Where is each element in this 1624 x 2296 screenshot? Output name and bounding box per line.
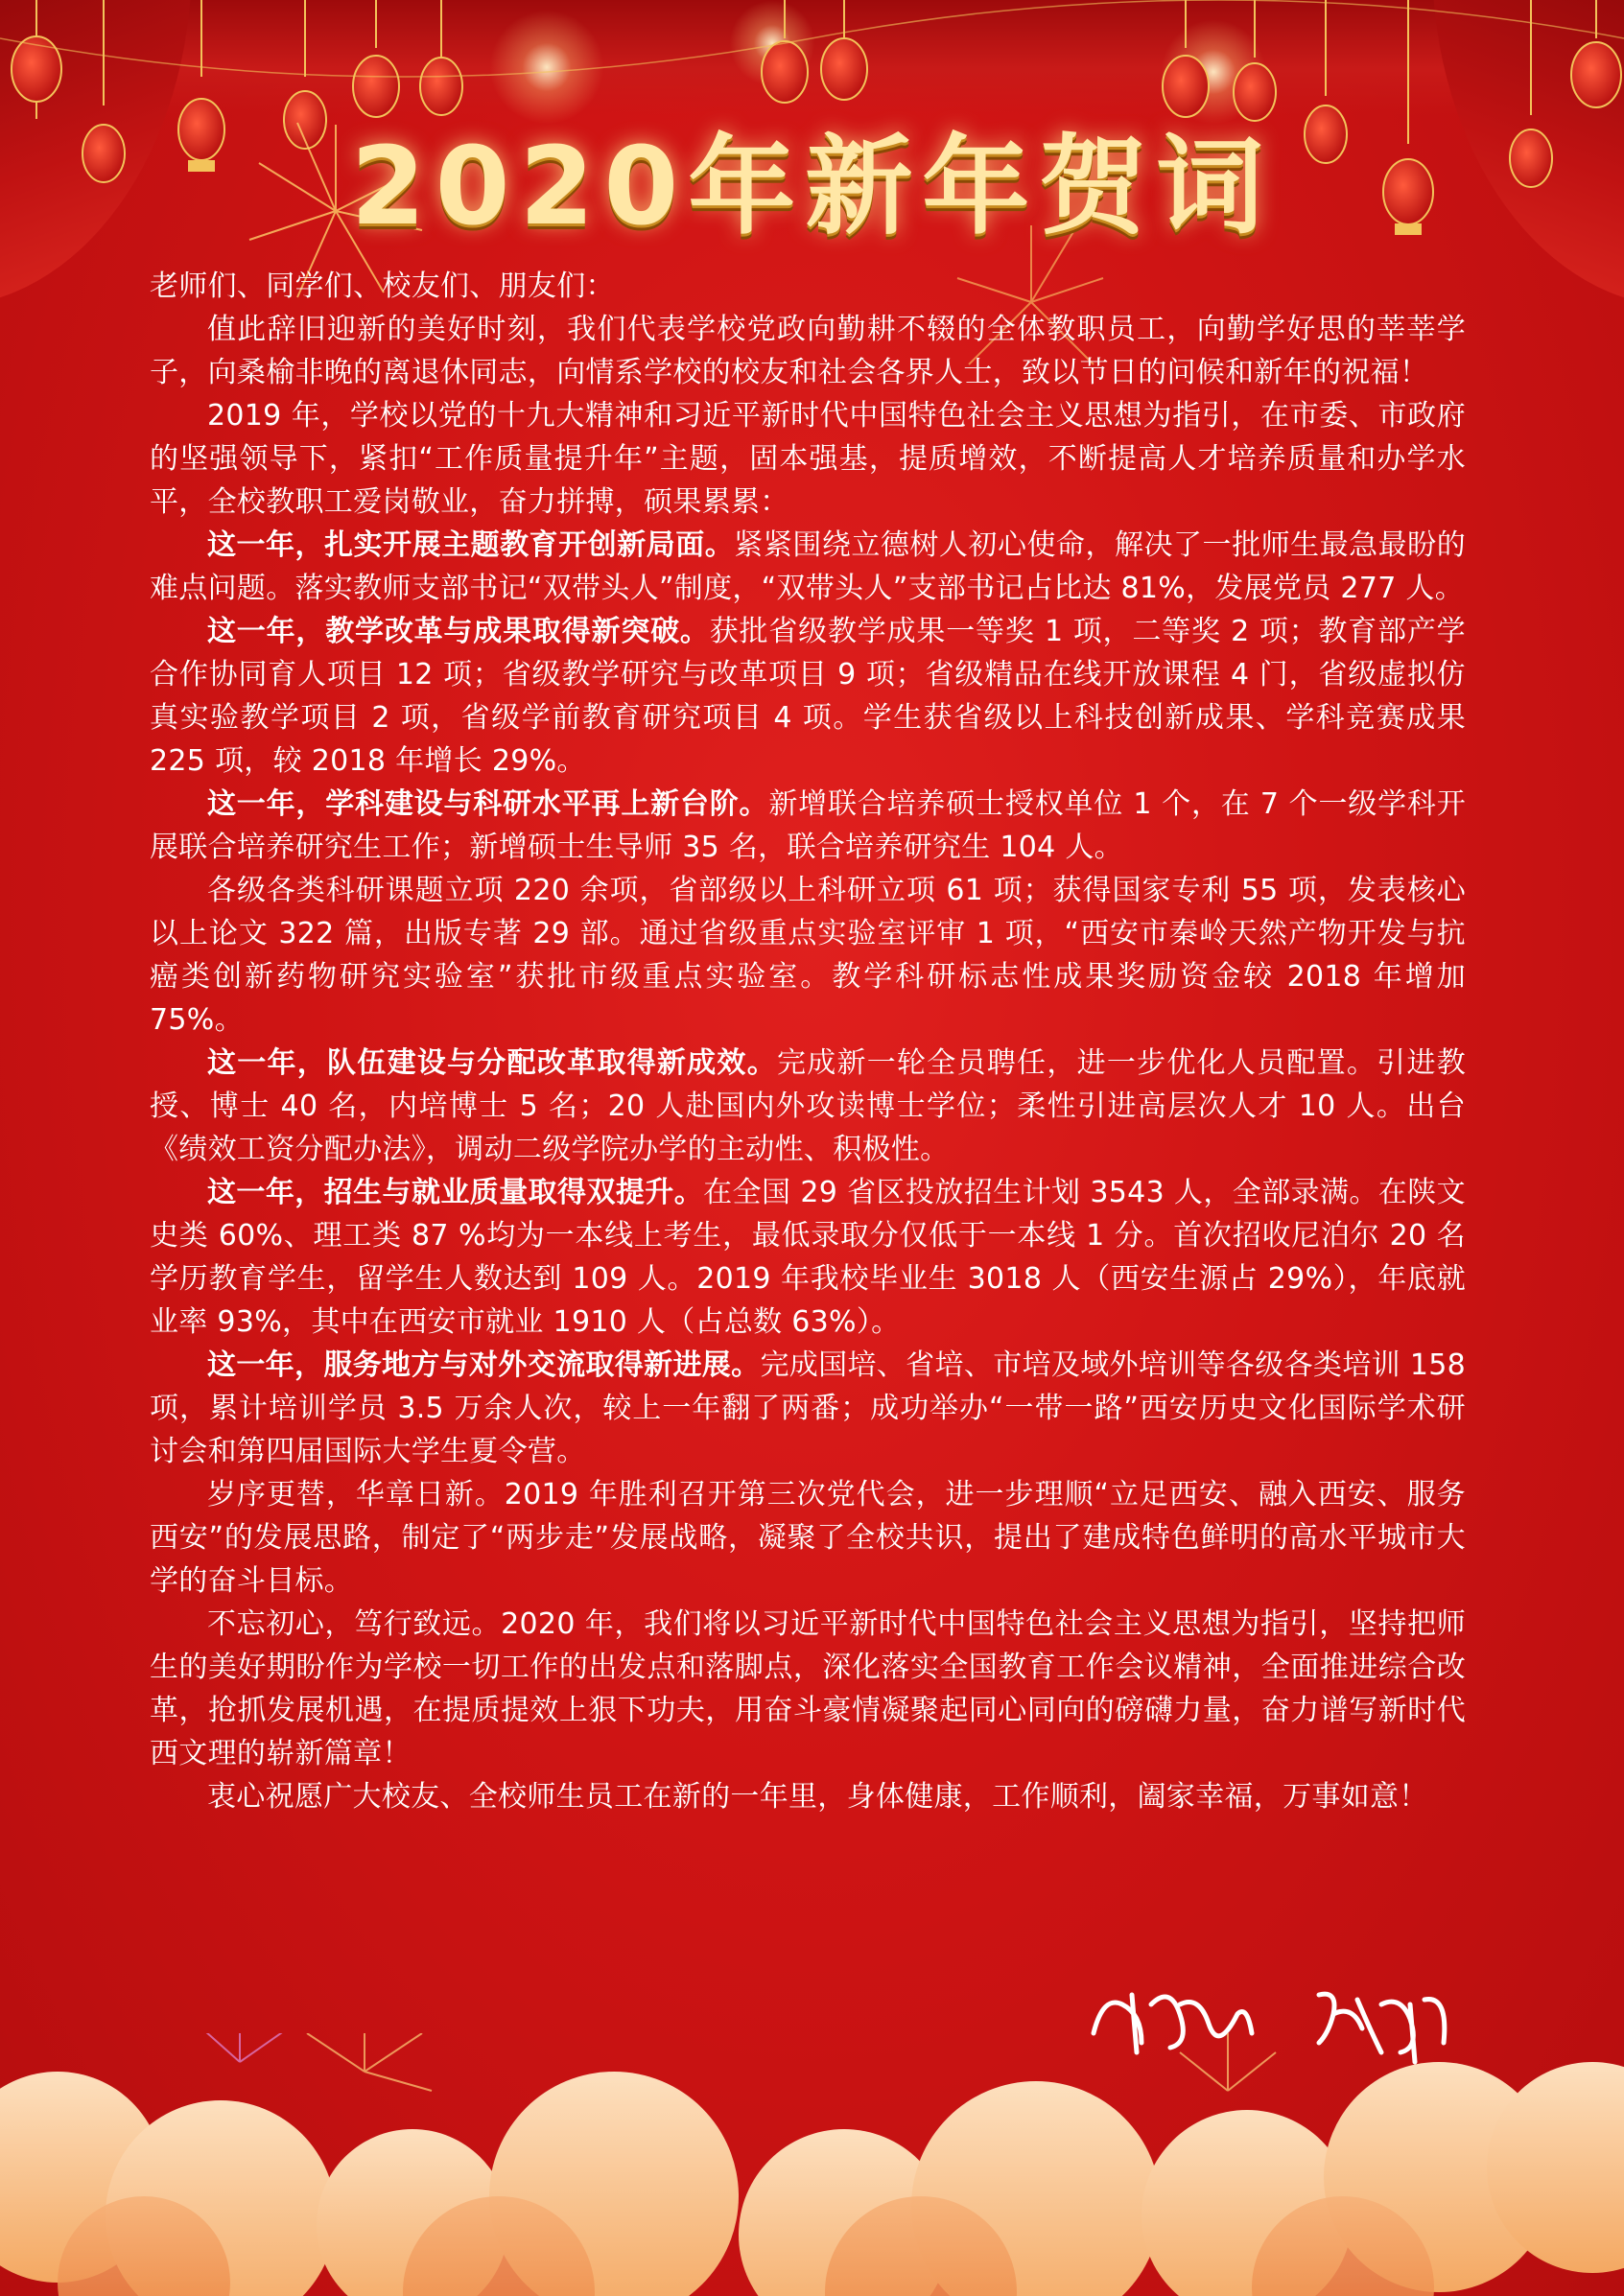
paragraph-lead: 这一年，招生与就业质量取得双提升。 bbox=[207, 1176, 704, 1209]
paragraph-text: 紧紧围绕立德树人初心使命，解决了一批师生最急最盼的难点问题。落实教师支部书记“双带头人”制度，“双带头人”支部书记占比达 81%，发展党员 277 人。 bbox=[150, 528, 1466, 605]
paragraph bbox=[150, 783, 1466, 869]
paragraph-text: 获批省级教学成果一等奖 1 项，二等奖 2 项；教育部产学合作协同育人项目 12 项；省级教学研究与改革项目 9 项；省级精品在线开放课程 4 门，省级虚拟仿真实验教学项目 2 项，省级学前教育研究项目 4 项。学生获省级以上科技创新成果、学科竞赛成果 225 项，较 2018 年增长 29%。 bbox=[150, 615, 1466, 778]
paragraph-text: 值此辞旧迎新的美好时刻，我们代表学校党政向勤耕不辍的全体教职员工，向勤学好思的莘莘学子，向桑榆非晚的离退休同志，向情系学校的校友和社会各界人士，致以节日的问候和新年的祝福！ bbox=[150, 313, 1466, 389]
paragraph-text: 各级各类科研课题立项 220 余项，省部级以上科研立项 61 项；获得国家专利 55 项，发表核心以上论文 322 篇，出版专著 29 部。通过省级重点实验室评审 1 项，“西安市秦岭天然产物开发与抗癌类创新药物研究实验室”获批市级重点实验室。教学科研标志性成果奖励资金较 2018 年增加 75%。 bbox=[150, 874, 1466, 1037]
paragraph bbox=[150, 1344, 1466, 1473]
salutation: 老师们、同学们、校友们、朋友们： bbox=[150, 269, 615, 303]
lantern-icon bbox=[353, 0, 399, 117]
paragraph bbox=[150, 524, 1466, 610]
lantern-icon bbox=[1571, 0, 1621, 107]
lantern-icon bbox=[1163, 0, 1209, 117]
page-title: 2020年新年贺词 bbox=[350, 125, 1274, 249]
lantern-icon bbox=[821, 0, 867, 100]
paragraph-lead: 这一年，扎实开展主题教育开创新局面。 bbox=[207, 528, 735, 562]
paragraph-text: 不忘初心，笃行致远。2020 年，我们将以习近平新时代中国特色社会主义思想为指引，坚持把师生的美好期盼作为学校一切工作的出发点和落脚点，深化落实全国教育工作会议精神，全面推进综合改革，抢抓发展机遇，在提质提效上狠下功夫，用奋斗豪情凝聚起同心同向的磅礴力量，奋力谱写新时代西文理的崭新篇章！ bbox=[150, 1607, 1466, 1770]
paragraph bbox=[150, 1042, 1466, 1171]
paragraph-text: 在全国 29 省区投放招生计划 3543 人，全部录满。在陕文史类 60%、理工类 87 %均为一本线上考生，最低录取分仅低于一本线 1 分。首次招收尼泊尔 20 名学历教育学生，留学生人数达到 109 人。2019 年我校毕业生 3018 人（西安生源占 29%），年底就业率 93%，其中在西安市就业 1910 人（占总数 63%）。 bbox=[150, 1176, 1466, 1339]
paragraph bbox=[150, 1603, 1466, 1775]
paragraph-lead: 这一年，教学改革与成果取得新突破。 bbox=[207, 615, 710, 648]
letter-body bbox=[150, 265, 1466, 1818]
paragraph-text: 岁序更替，华章日新。2019 年胜利召开第三次党代会，进一步理顺“立足西安、融入西安、服务西安”的发展思路，制定了“两步走”发展战略，凝聚了全校共识，提出了建成特色鲜明的高水平城市大学的奋斗目标。 bbox=[150, 1478, 1466, 1598]
paragraph bbox=[150, 1775, 1466, 1818]
paragraph-text: 新增联合培养硕士授权单位 1 个，在 7 个一级学科开展联合培养研究生工作；新增硕士生导师 35 名，联合培养研究生 104 人。 bbox=[150, 787, 1467, 864]
lantern-icon bbox=[762, 0, 808, 103]
paragraph-lead: 这一年，学科建设与科研水平再上新台阶。 bbox=[207, 787, 769, 821]
paragraph bbox=[150, 308, 1466, 394]
paragraph-text: 衷心祝愿广大校友、全校师生员工在新的一年里，身体健康，工作顺利，阖家幸福，万事如意！ bbox=[207, 1780, 1428, 1814]
paragraph-lead: 这一年，队伍建设与分配改革取得新成效。 bbox=[207, 1046, 777, 1080]
paragraph-text: 2019 年，学校以党的十九大精神和习近平新时代中国特色社会主义思想为指引，在市委、市政府的坚强领导下，紧扣“工作质量提升年”主题，固本强基，提质增效，不断提高人才培养质量和办学水平，全校教职工爱岗敬业，奋力拼搏，硕果累累： bbox=[150, 399, 1466, 519]
lantern-icon bbox=[420, 0, 462, 115]
paragraph bbox=[150, 869, 1466, 1042]
cloud-decoration bbox=[0, 2033, 1624, 2296]
paragraph bbox=[150, 394, 1466, 524]
paragraph bbox=[150, 610, 1466, 783]
paragraph bbox=[150, 1473, 1466, 1603]
paragraph bbox=[150, 1171, 1466, 1344]
paragraph-text: 完成新一轮全员聘任，进一步优化人员配置。引进教授、博士 40 名，内培博士 5 名；20 人赴国内外攻读博士学位；柔性引进高层次人才 10 人。出台《绩效工资分配办法》，调动二级学院办学的主动性、积极性。 bbox=[150, 1046, 1467, 1166]
paragraph-text: 完成国培、省培、市培及域外培训等各级各类培训 158 项，累计培训学员 3.5 万余人次，较上一年翻了两番；成功举办“一带一路”西安历史文化国际学术研讨会和第四届国际大学生夏令营。 bbox=[150, 1348, 1466, 1468]
paragraph-lead: 这一年，服务地方与对外交流取得新进展。 bbox=[207, 1348, 761, 1382]
